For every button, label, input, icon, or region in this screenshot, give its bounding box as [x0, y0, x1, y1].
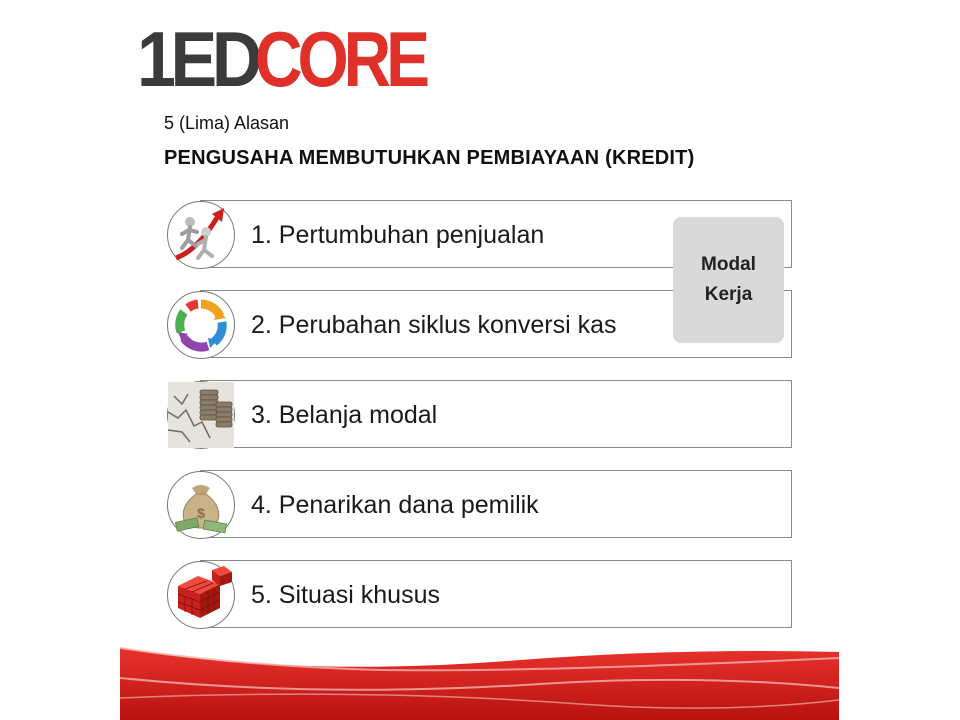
list-item-label: 3. Belanja modal [251, 401, 438, 429]
list-item-4 [200, 470, 792, 538]
edcore-logo [137, 15, 428, 103]
svg-text:$: $ [197, 505, 205, 521]
list-item-label: 5. Situasi khusus [251, 581, 440, 609]
modal-kerja-callout [673, 217, 784, 343]
red-cube-icon [167, 561, 235, 629]
callout-line-2: Kerja [704, 284, 753, 305]
coins-chart-icon [167, 381, 235, 449]
logo-dark-text: 1ED [137, 15, 261, 103]
list-item-label: 4. Penarikan dana pemilik [251, 491, 539, 519]
cycle-arrows-icon [167, 291, 235, 359]
money-bag-icon [167, 471, 235, 539]
slide-subtitle: 5 (Lima) Alasan [164, 113, 290, 133]
list-item-5 [200, 560, 792, 628]
callout-line-1: Modal [701, 254, 756, 275]
list-item-label: 1. Pertumbuhan penjualan [251, 221, 545, 249]
slide-title: PENGUSAHA MEMBUTUHKAN PEMBIAYAAN (KREDIT) [164, 147, 695, 169]
growth-arrow-runners-icon [167, 201, 235, 269]
footer-banner [120, 648, 839, 720]
logo-red-text: CORE [255, 15, 428, 103]
list-item-label: 2. Perubahan siklus konversi kas [251, 311, 617, 339]
list-item-3 [200, 380, 792, 448]
edcore-logo-graphic [137, 15, 428, 103]
